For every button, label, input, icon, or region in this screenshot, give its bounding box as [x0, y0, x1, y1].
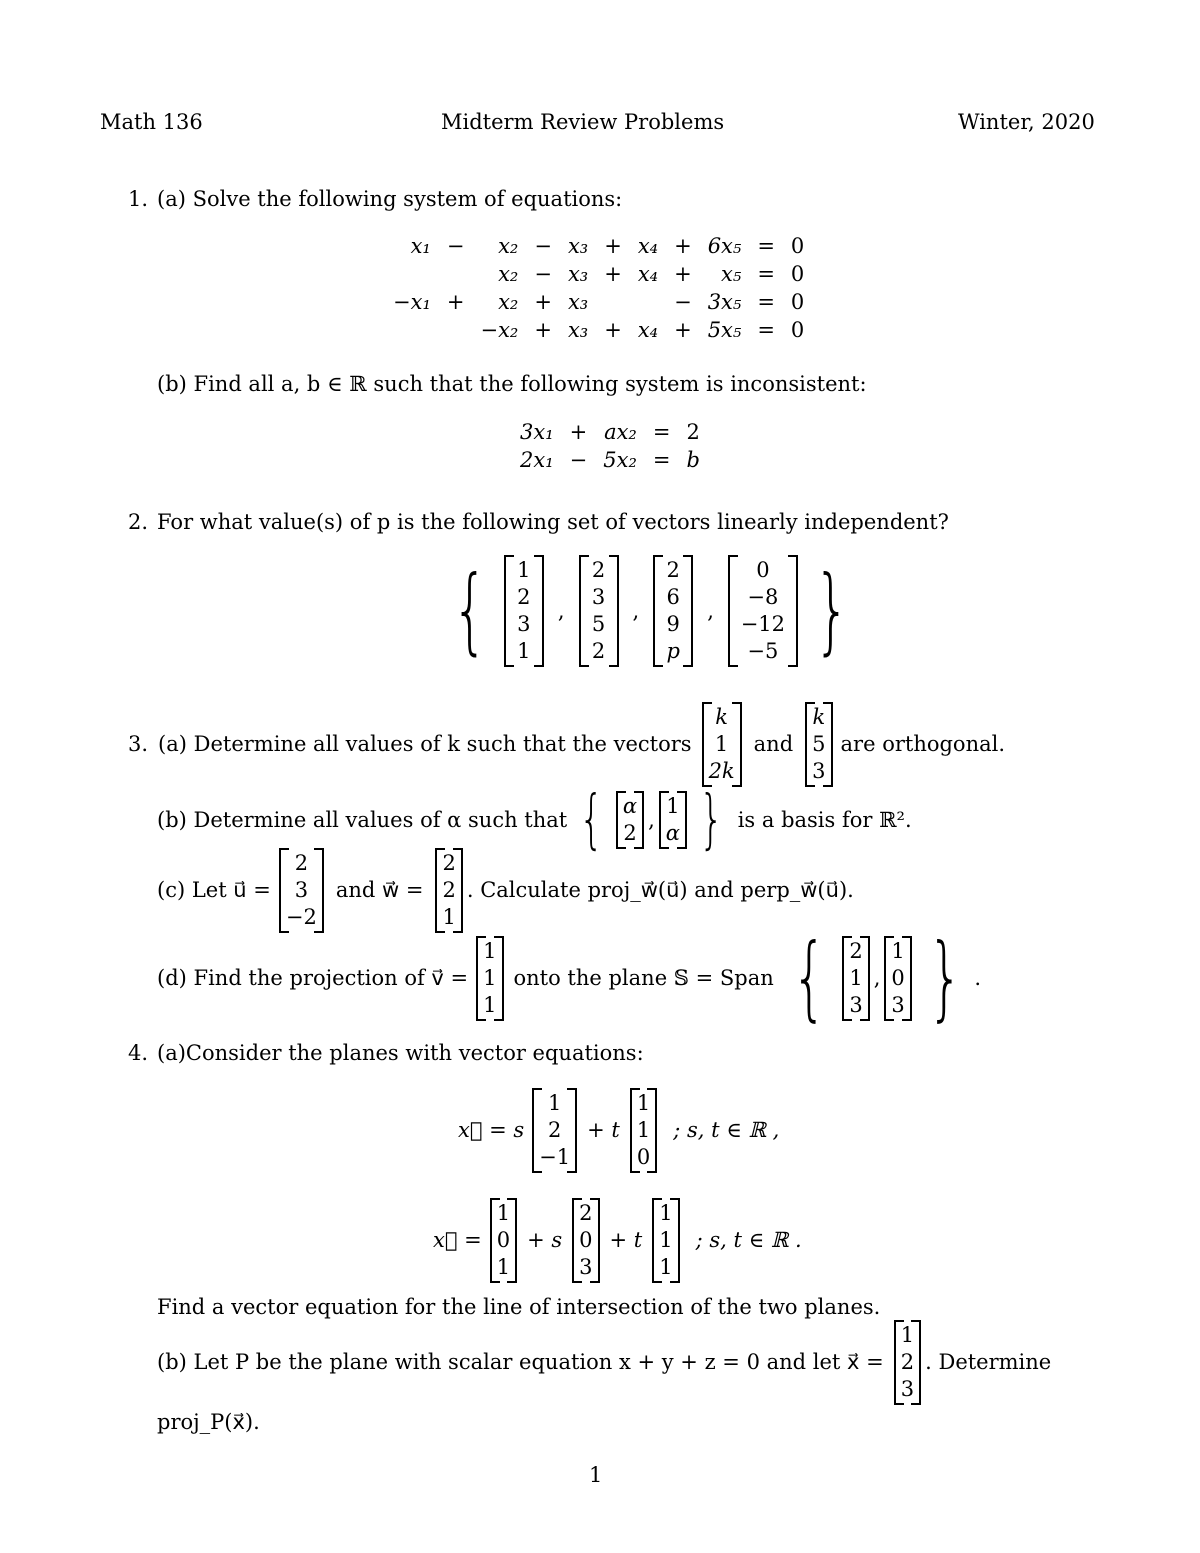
problem-3d-text: (d) Find the projection of v⃗ = — [157, 966, 469, 990]
vector-entry: 1 — [659, 1200, 673, 1225]
problem-3b: (b) Determine all values of α such that { α 2 , 1 α } is a basis for ℝ². — [157, 783, 912, 857]
vector-4b — [894, 1320, 921, 1405]
vector-entry: 6 — [666, 585, 680, 609]
vector-entry: k — [715, 704, 728, 729]
equation-cell: −x₂ — [480, 318, 519, 342]
plane-2-s: + s — [527, 1228, 563, 1252]
equation-cell: − — [569, 448, 588, 472]
vector-entry: 2 — [547, 1117, 562, 1142]
vector-entry: 0 — [636, 1144, 651, 1169]
vector-entry: 2 — [442, 877, 456, 902]
problem-3a-text: (a) Determine all values of k such that the vectors — [158, 732, 692, 756]
equation-cell: x₂ — [498, 290, 519, 314]
vector-entry: 1 — [483, 992, 497, 1017]
vector-s2 — [884, 936, 911, 1021]
vector-entry: 2 — [900, 1349, 915, 1374]
right-brace-icon: } — [699, 783, 724, 857]
equation-cell: x₅ — [721, 262, 742, 286]
vector-entry: 2 — [849, 938, 863, 963]
plane-2-vector-2 — [652, 1198, 679, 1283]
plane-2-point — [490, 1198, 517, 1283]
equation-cell: + — [569, 420, 588, 444]
equation-cell: x₃ — [567, 290, 589, 314]
equation-cell: x₃ — [567, 318, 589, 342]
equation-cell: + — [674, 318, 692, 342]
equation-cell: b — [686, 448, 700, 472]
problem-1a-text: (a) Solve the following system of equations: — [157, 187, 623, 211]
equation-cell: + — [534, 318, 552, 342]
equation-cell: + — [604, 234, 622, 258]
equation-row — [385, 232, 812, 260]
vector-entry: 1 — [891, 938, 905, 963]
equation-cell: − — [446, 234, 465, 258]
plane-1-vector-1 — [532, 1088, 577, 1173]
comma: , — [707, 599, 714, 623]
vector-entry: 5 — [591, 612, 606, 636]
vector-s1 — [842, 936, 869, 1021]
vector-entry: k — [812, 704, 826, 729]
vector-3a-1 — [702, 702, 742, 787]
problem-3c-post: . Calculate proj_w⃗(u⃗) and perp_w⃗(u⃗). — [466, 878, 854, 902]
vector-entry: 3 — [579, 1254, 593, 1279]
vector-3a-2 — [805, 702, 832, 787]
plane-1-t: + t — [587, 1118, 620, 1142]
vector-2-3 — [653, 555, 693, 667]
equation-cell: = — [757, 234, 775, 258]
problem-3a — [128, 700, 1005, 788]
problem-2-number: 2. — [128, 510, 149, 534]
vector-w — [435, 848, 462, 933]
vector-entry: 3 — [517, 612, 531, 636]
vector-v — [476, 936, 503, 1021]
vector-entry: p — [666, 639, 680, 663]
equation-cell: = — [757, 318, 775, 342]
vector-entry: 1 — [900, 1322, 915, 1347]
problem-3c — [157, 846, 854, 934]
vector-2-4 — [728, 555, 798, 667]
plane-equation-2 — [433, 1196, 802, 1284]
plane-2-t: + t — [609, 1228, 643, 1252]
equation-cell: x₄ — [637, 234, 659, 258]
vector-entry: 1 — [496, 1254, 511, 1279]
vector-entry: 5 — [812, 731, 826, 756]
problem-4-number: 4. — [128, 1041, 149, 1065]
vector-entry: 2 — [666, 558, 680, 582]
equation-cell: x₃ — [567, 262, 589, 286]
vector-entry: −12 — [740, 612, 786, 636]
plane-2-vector-1 — [572, 1198, 599, 1283]
problem-3b-post: is a basis for ℝ². — [737, 808, 912, 832]
equation-cell: 0 — [790, 262, 805, 286]
equation-cell: + — [446, 290, 465, 314]
problem-2-text: For what value(s) of p is the following set of vectors linearly independent? — [157, 510, 949, 534]
vector-entry: 3 — [891, 992, 905, 1017]
system-of-equations-1a — [385, 232, 812, 344]
page-number: 1 — [589, 1463, 603, 1487]
vector-entry: 2 — [442, 850, 456, 875]
problem-3a-and: and — [753, 732, 794, 756]
plane-1-vector-2 — [630, 1088, 657, 1173]
equation-cell — [596, 288, 630, 316]
equation-cell: = — [757, 290, 775, 314]
equation-cell: −x₁ — [393, 290, 431, 314]
right-brace-icon: } — [813, 556, 850, 665]
equation-row — [512, 418, 708, 446]
vector-entry: 1 — [547, 1090, 562, 1115]
equation-cell: 6x₅ — [707, 234, 742, 258]
vector-entry: 2 — [294, 850, 309, 875]
vector-entry: 1 — [659, 1254, 673, 1279]
vector-entry: 2 — [591, 639, 606, 663]
equation-cell: − — [534, 262, 552, 286]
equation-cell: + — [534, 290, 552, 314]
problem-3d-mid: onto the plane 𝕊 = Span — [513, 966, 774, 990]
vector-entry: 1 — [442, 904, 456, 929]
header-course: Math 136 — [100, 110, 203, 134]
vector-entry: 1 — [517, 639, 531, 663]
vector-entry: 1 — [483, 938, 497, 963]
vector-entry: 3 — [900, 1376, 915, 1401]
problem-3d: (d) Find the projection of v⃗ = 1 1 1 onto the plane 𝕊 = Span { 2 1 3 , 1 0 3 } . — [157, 924, 982, 1031]
equation-row — [385, 316, 812, 344]
vector-entry: 1 — [517, 558, 531, 582]
problem-1-number: 1. — [128, 187, 149, 211]
equation-cell: − — [534, 234, 552, 258]
problem-1b-text: (b) Find all a, b ∈ ℝ such that the following system is inconsistent: — [157, 372, 867, 396]
equation-cell — [385, 316, 439, 344]
vector-entry: 1 — [483, 965, 497, 990]
equation-cell: = — [652, 448, 671, 472]
vector-entry: α — [622, 794, 638, 818]
equation-cell: x₂ — [498, 262, 519, 286]
problem-4b-text: (b) Let P be the plane with scalar equation x + y + z = 0 and let x⃗ = — [157, 1350, 884, 1374]
vector-entry: −1 — [539, 1144, 571, 1169]
header-title: Midterm Review Problems — [441, 110, 725, 134]
plane-2-post: ; s, t ∈ ℝ . — [695, 1228, 802, 1252]
vector-entry: 2 — [517, 585, 531, 609]
problem-3c-and: and w⃗ = — [335, 878, 424, 902]
vector-entry: 2k — [708, 758, 735, 783]
vector-entry: −5 — [747, 639, 779, 663]
vector-entry: 3 — [812, 758, 826, 783]
vector-entry: 2 — [623, 821, 637, 845]
problem-3-number: 3. — [128, 732, 149, 756]
equation-cell: 2x₁ — [520, 448, 554, 472]
equation-cell: 0 — [790, 318, 805, 342]
equation-cell — [439, 260, 473, 288]
equation-row — [385, 288, 812, 316]
left-brace-icon: { — [791, 924, 827, 1031]
equation-cell: 3x₅ — [707, 290, 742, 314]
left-brace-icon: { — [451, 556, 488, 665]
problem-3b-text: (b) Determine all values of α such that — [157, 808, 568, 832]
equation-cell — [385, 260, 439, 288]
problem-4b-last: proj_P(x⃗). — [157, 1410, 260, 1434]
vector-entry: 1 — [636, 1117, 651, 1142]
plane-1-post: ; s, t ∈ ℝ , — [673, 1118, 780, 1142]
vector-entry: 3 — [849, 992, 863, 1017]
equation-cell: + — [674, 234, 692, 258]
equation-cell: x₄ — [637, 262, 659, 286]
equation-row — [512, 446, 708, 474]
vector-entry: 1 — [849, 965, 863, 990]
system-of-equations-1b — [512, 418, 708, 474]
equation-cell: 0 — [790, 234, 805, 258]
equation-cell: 0 — [790, 290, 805, 314]
equation-cell: − — [674, 290, 692, 314]
plane-2-lhs: x⃗ = — [433, 1228, 482, 1252]
problem-4a-text: (a)Consider the planes with vector equations: — [157, 1041, 644, 1065]
vector-entry: 2 — [591, 558, 606, 582]
equation-cell: x₂ — [498, 234, 519, 258]
equation-cell: + — [674, 262, 692, 286]
equation-cell: 5x₅ — [707, 318, 742, 342]
header-term: Winter, 2020 — [958, 110, 1095, 134]
vector-entry: 1 — [636, 1090, 651, 1115]
equation-cell — [630, 288, 666, 316]
plane-equation-1 — [458, 1086, 779, 1174]
left-brace-icon: { — [579, 783, 604, 857]
vector-entry: −2 — [285, 904, 317, 929]
vector-2-1 — [504, 555, 544, 667]
vector-3b-1 — [616, 791, 644, 849]
vector-entry: 0 — [756, 558, 770, 582]
equation-cell: x₄ — [637, 318, 659, 342]
equation-cell: 3x₁ — [520, 420, 554, 444]
equation-cell: 2 — [686, 420, 700, 444]
vector-3b-2 — [659, 791, 687, 849]
vector-entry: 9 — [666, 612, 680, 636]
vector-entry: 1 — [714, 731, 729, 756]
vector-entry: 3 — [294, 877, 309, 902]
equation-cell: x₁ — [410, 234, 431, 258]
vector-entry: 0 — [891, 965, 905, 990]
problem-3a-post: are orthogonal. — [840, 732, 1006, 756]
vector-entry: −8 — [747, 585, 779, 609]
vector-entry: 0 — [496, 1227, 511, 1252]
equation-cell: x₃ — [567, 234, 589, 258]
vector-entry: α — [665, 821, 680, 845]
equation-cell: + — [604, 318, 622, 342]
vector-entry: 0 — [579, 1227, 593, 1252]
comma: , — [632, 599, 640, 623]
equation-cell: ax₂ — [604, 420, 637, 444]
vector-entry: 2 — [579, 1200, 593, 1225]
problem-3c-text: (c) Let u⃗ = — [157, 878, 271, 902]
equation-row — [385, 260, 812, 288]
right-brace-icon: } — [927, 924, 963, 1031]
equation-cell — [439, 316, 473, 344]
equation-cell: = — [652, 420, 671, 444]
vector-u — [279, 848, 324, 933]
equation-cell: + — [604, 262, 622, 286]
problem-4b — [157, 1318, 1051, 1406]
vector-set-2 — [440, 553, 862, 669]
problem-4a-find: Find a vector equation for the line of intersection of the two planes. — [157, 1295, 881, 1319]
problem-3d-post: . — [974, 966, 982, 990]
equation-cell: = — [757, 262, 775, 286]
equation-cell: 5x₂ — [603, 448, 637, 472]
problem-4b-post: . Determine — [925, 1350, 1052, 1374]
vector-entry: 1 — [659, 1227, 673, 1252]
comma: , — [557, 599, 565, 623]
vector-entry: 1 — [496, 1200, 511, 1225]
vector-2-2 — [579, 555, 619, 667]
vector-entry: 3 — [591, 585, 606, 609]
plane-1-lhs: x⃗ = s — [458, 1118, 525, 1142]
vector-entry: 1 — [666, 794, 680, 818]
